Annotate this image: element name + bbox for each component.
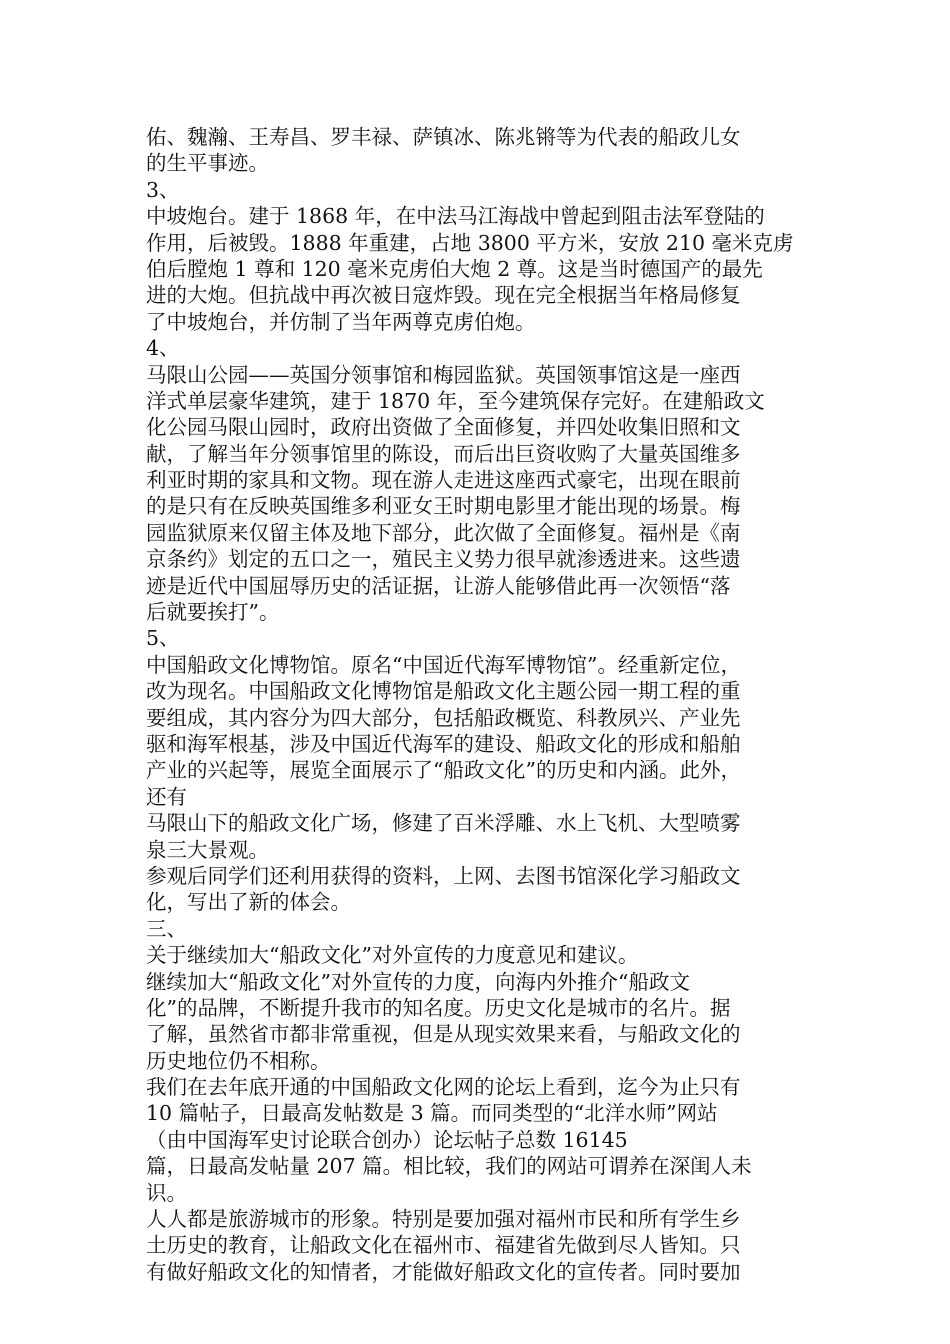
- text-line: 4、: [146, 336, 180, 361]
- text-line: 利亚时期的家具和文物。现在游人走进这座西式豪宅，出现在眼前: [146, 468, 741, 493]
- text-line: 中坡炮台。建于 1868 年，在中法马江海战中曾起到阻击法军登陆的: [146, 204, 765, 229]
- text-line: 迹是近代中国屈辱历史的活证据，让游人能够借此再一次领悟“落: [146, 573, 731, 598]
- text-line: 泉三大景观。: [146, 837, 269, 862]
- text-line: 10 篇帖子，日最高发帖数是 3 篇。而同类型的“北洋水师”网站: [146, 1101, 718, 1126]
- text-line: 驱和海军根基，涉及中国近代海军的建设、船政文化的形成和船舶: [146, 731, 741, 756]
- text-line: 识。: [146, 1180, 187, 1205]
- text-line: 的生平事迹。: [146, 151, 269, 176]
- text-line: 的是只有在反映英国维多利亚女王时期电影里才能出现的场景。梅: [146, 494, 741, 519]
- text-line: 京条约》划定的五口之一，殖民主义势力很早就渗透进来。这些遗: [146, 547, 741, 572]
- text-line: 作用，后被毁。1888 年重建，占地 3800 平方米，安放 210 毫米克虏: [146, 230, 794, 255]
- text-line: 化”的品牌，不断提升我市的知名度。历史文化是城市的名片。据: [146, 995, 731, 1020]
- text-line: 篇，日最高发帖量 207 篇。相比较，我们的网站可谓养在深闺人未: [146, 1154, 752, 1179]
- text-line: 园监狱原来仅留主体及地下部分，此次做了全面修复。福州是《南: [146, 520, 741, 545]
- text-line: 化，写出了新的体会。: [146, 890, 351, 915]
- text-line: 3、: [146, 177, 180, 202]
- text-line: 中国船政文化博物馆。原名“中国近代海军博物馆”。经重新定位，: [146, 652, 741, 677]
- text-line: 化公园马限山园时，政府出资做了全面修复，并四处收集旧照和文: [146, 415, 741, 440]
- text-line: （由中国海军史讨论联合创办）论坛帖子总数 16145: [146, 1127, 628, 1152]
- text-line: 马限山公园——英国分领事馆和梅园监狱。英国领事馆这是一座西: [146, 362, 741, 387]
- text-line: 马限山下的船政文化广场，修建了百米浮雕、水上飞机、大型喷雾: [146, 811, 741, 836]
- text-line: 伯后膛炮 1 尊和 120 毫米克虏伯大炮 2 尊。这是当时德国产的最先: [146, 256, 763, 281]
- text-line: 5、: [146, 626, 180, 651]
- text-line: 佑、魏瀚、王寿昌、罗丰禄、萨镇冰、陈兆锵等为代表的船政儿女: [146, 125, 741, 149]
- text-line: 还有: [146, 784, 187, 809]
- document-body: [146, 124, 806, 1285]
- text-line: 后就要挨打”。: [146, 600, 280, 625]
- text-line: 关于继续加大“船政文化”对外宣传的力度意见和建议。: [146, 943, 639, 968]
- text-line: 献，了解当年分领事馆里的陈设，而后出巨资收购了大量英国维多: [146, 441, 741, 466]
- text-line: 继续加大“船政文化”对外宣传的力度，向海内外推介“船政文: [146, 969, 690, 994]
- text-line: 了解，虽然省市都非常重视，但是从现实效果来看，与船政文化的: [146, 1022, 741, 1047]
- text-line: 三、: [146, 916, 187, 941]
- text-line: 洋式单层豪华建筑，建于 1870 年，至今建筑保存完好。在建船政文: [146, 388, 765, 413]
- text-line: 产业的兴起等，展览全面展示了“船政文化”的历史和内涵。此外，: [146, 758, 741, 783]
- text-line: 人人都是旅游城市的形象。特别是要加强对福州市民和所有学生乡: [146, 1207, 741, 1232]
- text-line: 改为现名。中国船政文化博物馆是船政文化主题公园一期工程的重: [146, 679, 741, 704]
- text-line: 进的大炮。但抗战中再次被日寇炸毁。现在完全根据当年格局修复: [146, 283, 741, 308]
- text-line: 要组成，其内容分为四大部分，包括船政概览、科教夙兴、产业先: [146, 705, 741, 730]
- text-line: 我们在去年底开通的中国船政文化网的论坛上看到，迄今为止只有: [146, 1075, 741, 1100]
- text-line: 参观后同学们还利用获得的资料，上网、去图书馆深化学习船政文: [146, 863, 741, 888]
- text-line: 历史地位仍不相称。: [146, 1048, 331, 1073]
- text-line: 土历史的教育，让船政文化在福州市、福建省先做到尽人皆知。只: [146, 1233, 741, 1258]
- text-line: 了中坡炮台，并仿制了当年两尊克虏伯炮。: [146, 309, 536, 334]
- text-line: 有做好船政文化的知情者，才能做好船政文化的宣传者。同时要加: [146, 1259, 741, 1284]
